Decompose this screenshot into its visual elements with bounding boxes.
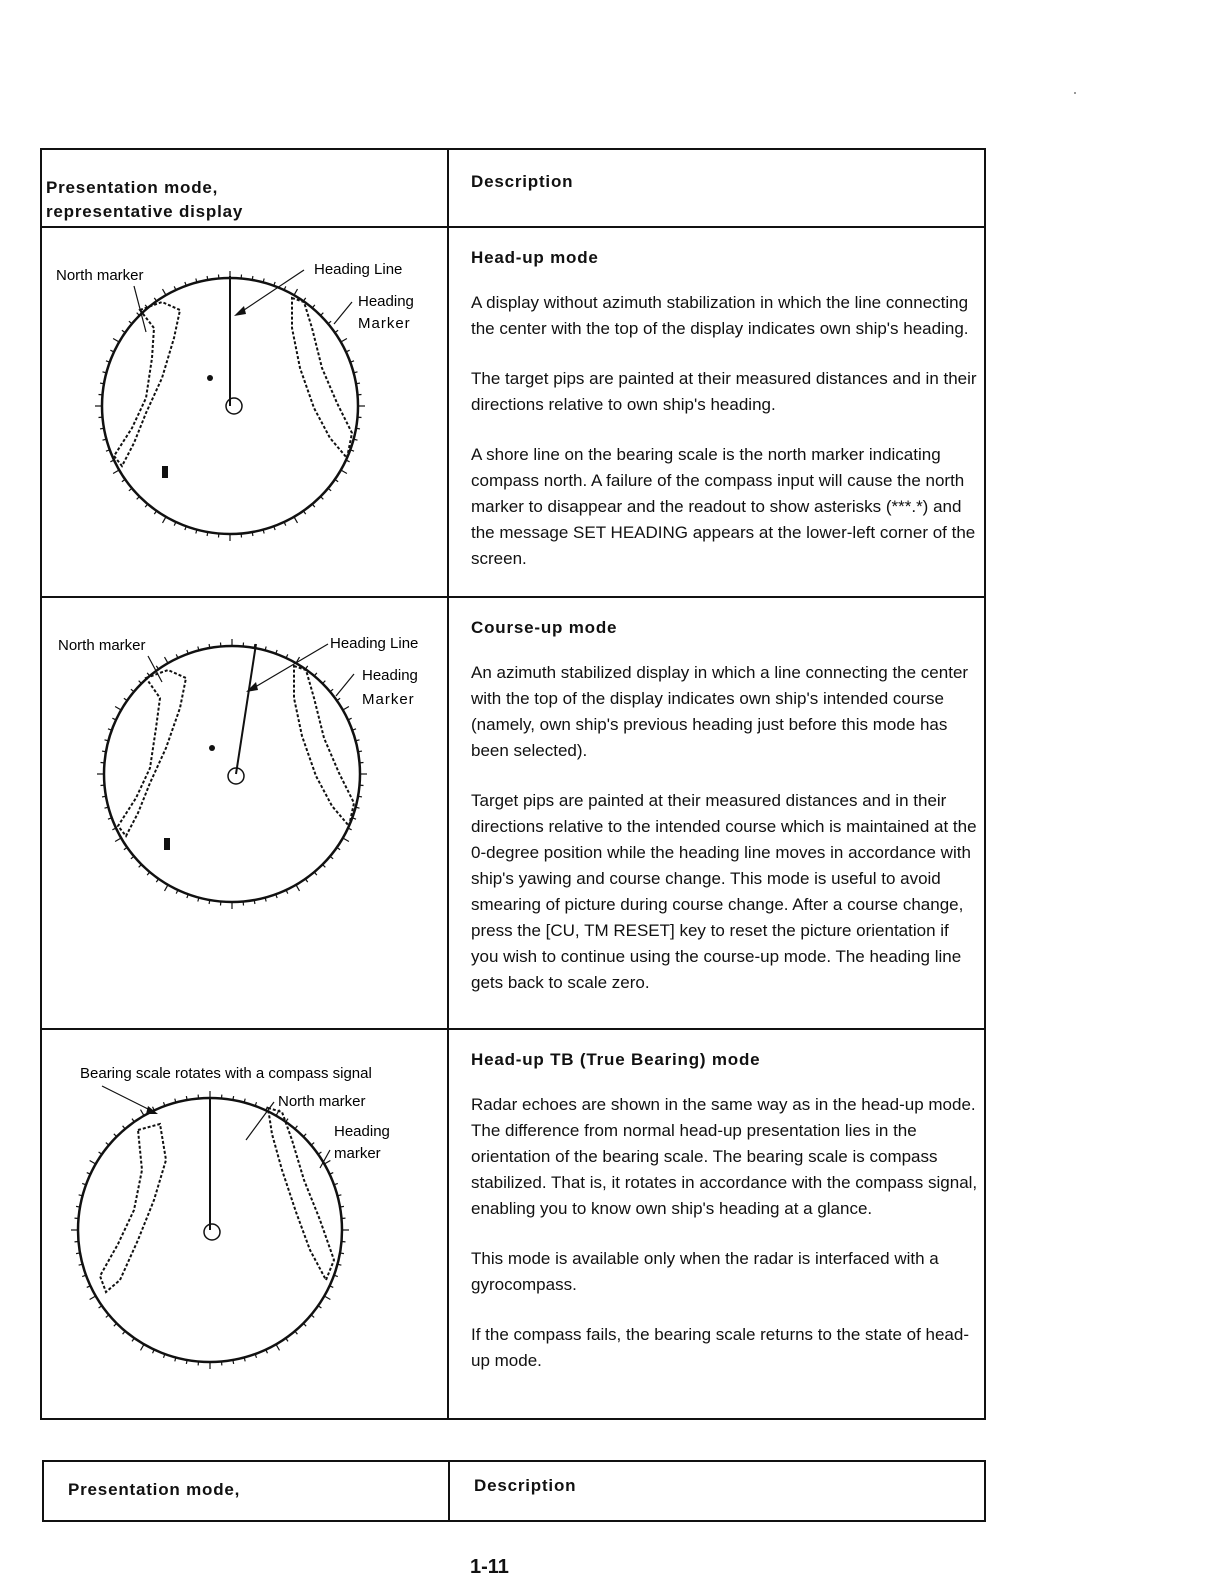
bearing-tick (341, 339, 347, 343)
bearing-tick (76, 1253, 80, 1254)
bearing-tick (340, 1253, 344, 1254)
bearing-tick (163, 517, 167, 523)
column-header-description: Description (471, 172, 574, 191)
bearing-tick (296, 885, 300, 891)
bearing-tick (165, 885, 169, 891)
bearing-tick (115, 707, 121, 711)
bearing-tick (323, 865, 326, 868)
description-paragraph: This mode is available only when the radar is interfaced with a gyrocompass. (471, 1249, 939, 1294)
head-up-radar-diagram (42, 228, 447, 596)
mode-title: Head-up mode (471, 248, 599, 267)
bearing-tick (114, 1134, 117, 1137)
bearing-tick (115, 838, 121, 842)
column-header-presentation: Presentation mode, representative display (46, 178, 244, 221)
bearing-tick (323, 681, 326, 684)
header-left-cell (44, 1462, 450, 1520)
bearing-tick (100, 383, 104, 384)
table-row-head-up (42, 226, 984, 596)
description-paragraph: The target pips are painted at their measured distances and in their directions relative to own ship's heading. (471, 369, 977, 414)
heading-marker-label-2: Marker (362, 691, 415, 708)
page-number: 1-11 (470, 1556, 509, 1578)
bearing-tick (358, 751, 362, 752)
north-marker-label: North marker (58, 637, 146, 654)
north-marker-label: North marker (56, 267, 144, 284)
bearing-tick (186, 1360, 187, 1364)
table-row-head-up-tb (42, 1028, 984, 1418)
bearing-tick (102, 751, 106, 752)
bearing-tick (303, 1134, 306, 1137)
bearing-tick (358, 796, 362, 797)
column-header-presentation: Presentation mode, (68, 1480, 241, 1499)
bearing-tick (113, 470, 119, 474)
scan-speck (1074, 92, 1076, 94)
bearing-tick (233, 1360, 234, 1364)
bearing-tick (356, 428, 360, 429)
bearing-tick (252, 532, 253, 536)
bearing-tick (324, 1161, 330, 1165)
head-up-tb-radar-diagram (42, 1030, 447, 1418)
heading-marker-label-1: Heading (334, 1123, 390, 1140)
bearing-tick (165, 657, 169, 663)
bearing-tick (356, 383, 360, 384)
heading-marker-label-1: Heading (358, 293, 414, 310)
bearing-tick (76, 1206, 80, 1207)
bearing-tick (324, 1296, 330, 1300)
heading-marker-label-2: marker (334, 1145, 381, 1162)
description-paragraph: Radar echoes are shown in the same way as in the head-up mode. The difference from normal head-up presentation lies in the orientation of the bearing scale. The bearing scale is compass stabilized. That is, it rotates in accordance with the compass signal, enabling you to know own ship's heading at a glance. (471, 1095, 978, 1218)
bearing-tick (254, 900, 255, 904)
bearing-tick (114, 1323, 117, 1326)
bearing-tick (276, 1344, 280, 1350)
bearing-tick (209, 900, 210, 904)
bearing-tick (207, 532, 208, 536)
bearing-tick (139, 865, 142, 868)
bearing-tick (141, 1344, 145, 1350)
presentation-mode-table (40, 148, 986, 1420)
north-marker-label: North marker (278, 1093, 366, 1110)
description-paragraph: If the compass fails, the bearing scale returns to the state of head-up mode. (471, 1325, 969, 1370)
bearing-tick (163, 289, 167, 295)
bearing-tick (100, 428, 104, 429)
course-up-radar-diagram (42, 598, 447, 1028)
bearing-tick (209, 644, 210, 648)
bearing-tick (343, 707, 349, 711)
heading-line-label: Heading Line (314, 261, 403, 278)
table-header-row (42, 150, 984, 226)
bearing-tick (294, 517, 298, 523)
bearing-tick (137, 497, 140, 500)
bearing-tick (321, 497, 324, 500)
header-left-cell (42, 150, 449, 226)
bearing-tick (207, 276, 208, 280)
bearing-tick (90, 1161, 96, 1165)
description-paragraph: An azimuth stabilized display in which a line connecting the center with the top of the display indicates own ship's intended course (namely, own ship's previous heading just before this mode has been selected). (471, 663, 969, 760)
bearing-tick (303, 1323, 306, 1326)
bearing-tick (102, 796, 106, 797)
bearing-tick (252, 276, 253, 280)
bearing-tick (113, 339, 119, 343)
bearing-tick (294, 289, 298, 295)
mode-title: Head-up TB (True Bearing) mode (471, 1050, 761, 1069)
header-right-cell (449, 150, 984, 226)
bearing-tick (90, 1296, 96, 1300)
continuation-table-header (42, 1460, 986, 1522)
description-cell (449, 228, 984, 596)
heading-line-label: Heading Line (330, 635, 419, 652)
bearing-tick (141, 1110, 145, 1116)
bearing-tick (186, 1096, 187, 1100)
description-cell (449, 1030, 984, 1418)
column-header-description: Description (474, 1476, 577, 1495)
radar-diagram-cell (42, 228, 449, 596)
bearing-tick (254, 644, 255, 648)
heading-marker-label-1: Heading (362, 667, 418, 684)
bearing-tick (321, 313, 324, 316)
description-paragraph: Target pips are painted at their measured distances and in their directions relative to the intended course which is maintained at the 0-degree position while the heading line moves in accordance with ship's yawing and course change. This mode is useful to avoid smearing of picture during course change. After a course change, press the [CU, TM RESET] key to reset the picture orientation if you wish to continue using the course-up mode. The heading line gets back to scale zero. (471, 791, 977, 992)
bearing-scale-label: Bearing scale rotates with a compass signal (80, 1065, 372, 1082)
table-row-course-up (42, 596, 984, 1028)
description-paragraph: A shore line on the bearing scale is the north marker indicating compass north. A failure of the compass input will cause the north marker to disappear and the readout to show asterisks (***.*) and the message SET HEADING appears at the lower-left corner of the screen. (471, 445, 976, 568)
header-right-cell (450, 1462, 984, 1520)
bearing-tick (233, 1096, 234, 1100)
radar-diagram-cell (42, 598, 449, 1028)
heading-marker-label-2: Marker (358, 315, 411, 332)
description-cell (449, 598, 984, 1028)
radar-diagram-cell (42, 1030, 449, 1418)
bearing-tick (340, 1206, 344, 1207)
bearing-tick (137, 313, 140, 316)
description-paragraph: A display without azimuth stabilization in which the line connecting the center with the top of the display indicates own ship's heading. (471, 293, 969, 338)
bearing-tick (341, 470, 347, 474)
bearing-tick (343, 838, 349, 842)
mode-title: Course-up mode (471, 618, 618, 637)
bearing-tick (139, 681, 142, 684)
